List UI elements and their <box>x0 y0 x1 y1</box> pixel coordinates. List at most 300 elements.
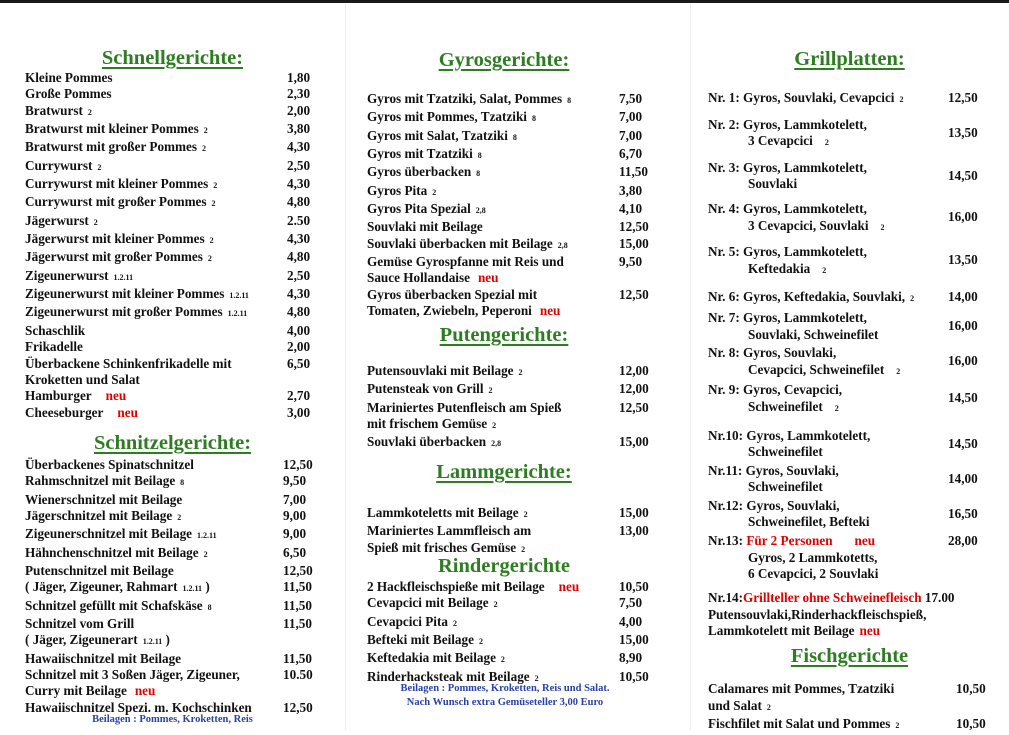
item-name-line2: 3 Cevapcici <box>748 133 813 149</box>
item-name: Wienerschnitzel mit Beilage <box>25 491 183 507</box>
grillplatte-nr14 <box>708 590 1008 640</box>
grillplatte-item <box>708 160 1008 193</box>
menu-item <box>367 381 672 399</box>
menu-item <box>25 632 325 650</box>
item-name: Currywurst mit großer Pommes <box>25 194 207 210</box>
additive-number: 2 <box>896 366 901 376</box>
item-price: 12,50 <box>283 699 313 715</box>
item-name: Gyros, Souvlaki, <box>743 345 837 361</box>
item-name: Gyros, Souvlaki, Cevapcici <box>743 90 895 105</box>
additive-number: 2 <box>493 600 498 610</box>
menu-item <box>25 473 325 491</box>
item-name: Große Pommes <box>25 86 112 102</box>
list-gyrosgerichte <box>367 91 672 319</box>
item-price: 12,50 <box>619 219 649 235</box>
additive-number: 8 <box>207 602 212 612</box>
menu-item <box>25 268 325 286</box>
additive-number: 2 <box>202 144 207 154</box>
item-name: Frikadelle <box>25 339 83 355</box>
menu-item <box>25 598 325 616</box>
item-price: 7,50 <box>619 91 643 106</box>
item-price: 2,00 <box>287 339 311 355</box>
menu-item <box>25 249 325 267</box>
item-price: 4,80 <box>287 249 311 265</box>
section-title-schnitzelgerichte: Schnitzelgerichte: <box>93 432 252 454</box>
item-name: Gyros, Lammkotelett, <box>743 116 867 132</box>
item-name: Gyros, Lammkotelett, <box>743 244 867 260</box>
column-middle <box>345 0 690 730</box>
item-price: 4,30 <box>287 176 311 192</box>
item-name-line2: Schweinefilet <box>748 444 823 460</box>
menu-item <box>25 579 325 597</box>
item-name: Gyros, Souvlaki, <box>746 497 840 513</box>
item-name-line2: Souvlaki, Schweinefilet <box>748 326 879 342</box>
item-price: 16,00 <box>948 317 978 333</box>
item-name: Hawaiischnitzel Spezi. m. Kochschinken <box>25 699 252 715</box>
item-name: Jägerschnitzel mit Beilage <box>25 508 173 524</box>
menu-item <box>25 139 325 157</box>
additive-number: 2 <box>209 236 214 246</box>
item-price: 12,50 <box>283 457 313 472</box>
item-name: Bratwurst <box>25 102 83 118</box>
menu-item <box>367 632 672 650</box>
item-price: 3,00 <box>287 404 311 420</box>
item-price: 10,50 <box>956 716 986 732</box>
menu-item <box>367 91 672 109</box>
grill-nr14-line2: Putensouvlaki,Rinderhackfleischspieß, <box>708 606 927 622</box>
item-price: 2,30 <box>287 86 311 102</box>
item-price: 16,50 <box>948 505 978 521</box>
item-price: 9,50 <box>283 473 307 489</box>
grill-label: Nr.11: <box>708 462 743 478</box>
item-price: 12,50 <box>283 563 313 579</box>
grillplatte-item <box>708 201 1008 236</box>
additive-number: 8 <box>531 114 536 124</box>
menu-item <box>367 523 672 558</box>
note-beilagen-rinder: Beilagen : Pommes, Kroketten, Reis und Salat. Nach Wunsch extra Gemüseteller 3,00 Euro <box>400 683 610 708</box>
grill-nr14-title: Grillteller ohne Schweinefleisch <box>743 590 922 605</box>
additive-number: 2 <box>492 421 497 431</box>
item-price: 16,00 <box>948 208 978 224</box>
additive-number: 2 <box>824 138 829 148</box>
list-schnitzelgerichte <box>25 457 325 716</box>
list-putengerichte <box>367 363 672 453</box>
menu-item <box>367 595 672 613</box>
neu-badge: neu <box>134 683 156 699</box>
item-name-line2: 3 Cevapcici, Souvlaki <box>748 217 869 233</box>
additive-number: 1.2.11 <box>113 272 134 282</box>
item-price: 14,50 <box>948 167 978 183</box>
item-name: Souvlaki mit Beilage <box>367 219 483 235</box>
list-grillplatten <box>708 90 1008 583</box>
item-price: 12,50 <box>619 399 649 415</box>
additive-number: 2 <box>488 386 493 396</box>
grill-label: Nr. 7: <box>708 309 740 325</box>
grillplatte-item <box>708 310 1008 343</box>
item-price: 3,80 <box>287 121 311 137</box>
menu-item <box>25 492 325 508</box>
menu-item <box>25 545 325 563</box>
item-name: Gyros überbacken <box>367 164 472 180</box>
item-price: 10,50 <box>956 681 986 696</box>
additive-number: 2,8 <box>491 439 502 449</box>
item-name: Putensouvlaki mit Beilage <box>367 363 514 378</box>
additive-number: 2 <box>211 199 216 209</box>
additive-number: 2 <box>203 126 208 136</box>
list-rindergerichte <box>367 579 672 687</box>
menu-item <box>25 616 325 632</box>
additive-number: 2,8 <box>475 206 486 216</box>
item-price: 2,70 <box>287 388 311 404</box>
section-title-fischgerichte: Fischgerichte <box>790 645 909 667</box>
additive-number: 8 <box>512 132 517 142</box>
item-name: Rahmschnitzel mit Beilage <box>25 473 176 489</box>
item-price: 15,00 <box>619 434 649 450</box>
item-name: Fischfilet mit Salat und Pommes <box>708 716 891 732</box>
item-price: 6,70 <box>619 146 643 162</box>
note-beilagen-schnitzel: Beilagen : Pommes, Kroketten, Reis <box>92 714 253 725</box>
grill-label: Nr.12: <box>708 497 744 513</box>
item-name: Gyros, Cevapcici, <box>743 382 843 398</box>
item-price: 10,50 <box>619 579 649 594</box>
grill-special-title: Für 2 Personen <box>746 533 833 549</box>
item-name: Cevapcici mit Beilage <box>367 595 489 611</box>
item-name: Befteki mit Beilage <box>367 632 474 648</box>
list-schnellgerichte <box>25 70 325 421</box>
section-title-schnellgerichte: Schnellgerichte: <box>101 47 244 69</box>
section-title-putengerichte: Putengerichte: <box>439 324 569 346</box>
additive-number: 2 <box>534 673 539 683</box>
item-name: Gyros, Lammkotelett, <box>743 309 867 325</box>
grillplatte-item <box>708 533 1008 583</box>
item-name-line2: Souvlaki <box>748 176 798 192</box>
additive-number: 2 <box>478 637 483 647</box>
neu-badge: neu <box>117 404 138 420</box>
list-fischgerichte <box>708 681 1008 735</box>
grill-label: Nr. 9: <box>708 382 740 398</box>
menu-item <box>708 716 1008 735</box>
menu-item <box>25 158 325 176</box>
item-price: 13,50 <box>948 252 978 268</box>
additive-number: 8 <box>476 169 481 179</box>
menu-item <box>25 508 325 526</box>
item-name: Gyros mit Tzatziki, Salat, Pommes <box>367 91 563 106</box>
item-price: 7,50 <box>619 595 643 611</box>
grillplatte-item <box>708 345 1008 380</box>
item-price: 11,50 <box>283 597 312 613</box>
item-name: Gyros, Keftedakia, Souvlaki, <box>743 289 906 305</box>
additive-number: 2 <box>910 294 915 304</box>
additive-number: 2 <box>880 222 885 232</box>
grill-label: Nr. 2: <box>708 116 740 132</box>
neu-badge: neu <box>854 533 876 549</box>
item-name: Jägerwurst <box>25 212 89 228</box>
item-name: Putenschnitzel mit Beilage <box>25 563 174 579</box>
column-left <box>0 0 345 730</box>
additive-number: 2 <box>523 510 528 519</box>
additive-number: 1.2.11 <box>197 531 217 541</box>
item-price: 7,00 <box>619 127 643 143</box>
menu-item <box>25 405 325 421</box>
menu-item <box>367 219 672 235</box>
item-name: Lammkoteletts mit Beilage <box>367 505 519 520</box>
item-price: 9,00 <box>283 508 307 524</box>
menu-item <box>25 286 325 304</box>
additive-number: 1.2.11 <box>142 637 163 647</box>
additive-number: 2 <box>518 368 523 377</box>
menu-item <box>25 651 325 667</box>
item-name: Hamburger <box>25 388 92 404</box>
menu-item <box>25 103 325 121</box>
item-name: Mariniertes Putenfleisch am Spieß <box>367 399 562 415</box>
menu-item <box>367 363 672 381</box>
item-name: Zigeunerwurst mit großer Pommes <box>25 304 223 320</box>
item-name: Calamares mit Pommes, Tzatziki <box>708 681 895 696</box>
item-price: 14,00 <box>948 289 978 305</box>
menu-item <box>25 339 325 355</box>
menu-item <box>367 614 672 632</box>
additive-number: 2 <box>213 181 218 191</box>
menu-item <box>25 667 325 700</box>
item-name: Rinderhacksteak mit Beilage <box>367 668 530 684</box>
item-name: Gyros mit Salat, Tzatziki <box>367 127 508 143</box>
item-name-line3: 6 Cevapcici, 2 Souvlaki <box>748 566 879 582</box>
grill-label: Nr. 6: <box>708 289 740 305</box>
item-price: 6,50 <box>283 544 307 560</box>
section-title-rindergerichte: Rindergerichte <box>437 555 571 577</box>
additive-number: 2 <box>207 254 212 264</box>
menu-item <box>367 505 672 523</box>
grillplatte-item <box>708 382 1008 417</box>
menu-item <box>367 434 672 452</box>
grillplatte-item <box>708 428 1008 461</box>
item-price: 4,80 <box>287 304 311 320</box>
item-price: 15,00 <box>619 235 649 251</box>
item-name-line2: Spieß mit frisches Gemüse <box>367 539 517 555</box>
menu-item <box>25 304 325 322</box>
item-price: 6,50 <box>287 355 311 371</box>
menu-item <box>367 254 672 287</box>
item-price: 4,80 <box>287 194 311 210</box>
grillplatte-item <box>708 117 1008 152</box>
additive-number: 2 <box>500 655 505 665</box>
section-title-lammgerichte: Lammgerichte: <box>436 461 572 483</box>
additive-number: 8 <box>567 96 572 105</box>
grill-label: Nr. 5: <box>708 244 740 260</box>
menu-item <box>25 194 325 212</box>
item-name: Hähnchenschnitzel mit Beilage <box>25 544 199 560</box>
item-price: 15,00 <box>619 632 649 648</box>
additive-number: 1.2.11 <box>227 309 248 319</box>
item-price: 15,00 <box>619 505 649 520</box>
item-name: Gyros Pita <box>367 182 428 198</box>
item-name-line2: Cevapcici, Schweinefilet <box>748 361 885 377</box>
item-name: Überbackene Schinkenfrikadelle mit <box>25 355 232 371</box>
item-name: Überbackenes Spinatschnitzel <box>25 457 194 472</box>
item-price: 12,50 <box>948 90 978 105</box>
item-name: Cheeseburger <box>25 404 104 420</box>
item-name: Keftedakia mit Beilage <box>367 650 496 666</box>
item-price: 11,50 <box>283 579 312 595</box>
item-price: 12,50 <box>619 286 649 302</box>
item-price: 4,30 <box>287 139 311 155</box>
neu-badge: neu <box>477 270 499 286</box>
menu-item <box>25 121 325 139</box>
grill-label: Nr.13: <box>708 533 744 549</box>
item-name: Gyros, Souvlaki, <box>745 462 839 478</box>
item-name: Currywurst mit kleiner Pommes <box>25 176 209 192</box>
item-name-line2: mit frischem Gemüse <box>367 416 488 432</box>
item-price: 2,50 <box>287 267 311 283</box>
column-right <box>690 0 1009 730</box>
menu-item <box>367 400 672 435</box>
grill-nr14-price: 17.00 <box>924 590 955 605</box>
additive-number: 2 <box>452 618 457 628</box>
additive-number: 2,8 <box>557 240 568 250</box>
item-name: ( Jäger, Zigeunerart <box>25 632 138 648</box>
grillplatte-item <box>708 244 1008 279</box>
item-name: Jägerwurst mit großer Pommes <box>25 249 203 265</box>
item-price: 7,00 <box>619 109 643 125</box>
item-name-line2: Keftedakia <box>748 260 811 276</box>
item-name-line2: Schweinefilet <box>748 479 823 495</box>
item-price: 4,30 <box>287 286 311 302</box>
item-name: Zigeunerwurst mit kleiner Pommes <box>25 286 225 302</box>
item-price: 10,50 <box>619 668 649 684</box>
additive-number: 1.2.11 <box>229 291 249 301</box>
item-name: Gyros überbacken Spezial mit <box>367 286 538 302</box>
item-price: 4,30 <box>287 231 311 247</box>
grill-label: Nr. 1: <box>708 90 740 105</box>
menu-item <box>25 526 325 544</box>
menu-item <box>367 183 672 201</box>
item-name: Bratwurst mit kleiner Pommes <box>25 121 199 137</box>
grill-label: Nr. 3: <box>708 159 740 175</box>
menu-item <box>25 563 325 579</box>
additive-number: 2 <box>834 403 839 413</box>
item-name: Gyros mit Tzatziki <box>367 146 473 162</box>
additive-number: 8 <box>180 478 185 488</box>
item-name: Kleine Pommes <box>25 70 113 85</box>
grill-label: Nr.10: <box>708 427 744 443</box>
additive-number: 2 <box>822 265 827 275</box>
menu-item <box>367 650 672 668</box>
menu-item <box>367 287 672 320</box>
section-title-grillplatten: Grillplatten: <box>794 48 905 70</box>
item-name: Schaschlik <box>25 322 86 338</box>
menu-item <box>367 146 672 164</box>
item-price: 4,00 <box>287 322 311 338</box>
item-price: 16,00 <box>948 353 978 369</box>
additive-number: 2 <box>177 513 182 523</box>
menu-item <box>25 388 325 404</box>
item-name-line2: Curry mit Beilage <box>25 683 127 699</box>
item-name: Souvlaki überbacken <box>367 434 487 450</box>
item-name-tail: ) <box>202 579 210 595</box>
item-price: 12,00 <box>619 381 649 397</box>
item-price: 2,50 <box>287 157 311 173</box>
additive-number: 8 <box>477 151 482 161</box>
additive-number: 2 <box>203 549 208 559</box>
item-name-line2: und Salat <box>708 697 762 713</box>
item-name: Zigeunerschnitzel mit Beilage <box>25 526 193 542</box>
item-price: 4,00 <box>619 613 643 629</box>
item-price: 28,00 <box>948 533 978 549</box>
item-price: 7,00 <box>283 491 307 507</box>
item-price: 12,00 <box>619 363 649 378</box>
grill-label: Nr. 4: <box>708 200 740 216</box>
additive-number: 2 <box>93 217 98 227</box>
grill-nr14-line3: Lammkotelett mit Beilage <box>708 623 855 639</box>
grillplatte-item <box>708 289 1008 308</box>
grillplatte-item <box>708 463 1008 496</box>
menu-item <box>25 213 325 231</box>
menu-item <box>367 236 672 254</box>
item-name: Putensteak von Grill <box>367 381 484 397</box>
menu-item <box>25 231 325 249</box>
item-price: 3,80 <box>619 182 643 198</box>
item-name: Gemüse Gyrospfanne mit Reis und <box>367 254 564 270</box>
item-name: Schnitzel vom Grill <box>25 616 135 632</box>
grillplatte-item <box>708 90 1008 109</box>
additive-number: 2 <box>766 702 771 712</box>
item-price: 14,00 <box>948 470 978 486</box>
neu-badge: neu <box>105 388 127 404</box>
menu-item <box>25 457 325 473</box>
item-price: 9,00 <box>283 526 307 542</box>
item-price: 2.50 <box>287 212 311 228</box>
neu-badge: neu <box>859 623 881 639</box>
item-name-tail: ) <box>162 632 170 648</box>
item-name: Bratwurst mit großer Pommes <box>25 139 198 155</box>
item-name-line2: Kroketten und Salat <box>25 371 140 387</box>
item-price: 11,50 <box>283 616 312 632</box>
menu-item <box>367 164 672 182</box>
menu-item <box>25 176 325 194</box>
menu-item <box>367 201 672 219</box>
item-name-line2: Sauce Hollandaise <box>367 270 470 286</box>
menu-item <box>367 579 672 595</box>
item-name: Currywurst <box>25 157 93 173</box>
menu-item <box>25 323 325 339</box>
additive-number: 1.2.11 <box>182 584 203 594</box>
item-price: 9,50 <box>619 254 643 270</box>
additive-number: 2 <box>895 721 900 731</box>
neu-badge: neu <box>558 579 580 594</box>
item-price: 2,00 <box>287 102 311 118</box>
additive-number: 2 <box>97 162 102 172</box>
list-lammgerichte <box>367 505 672 558</box>
menu-item <box>25 70 325 86</box>
item-name: Jägerwurst mit kleiner Pommes <box>25 231 205 247</box>
item-name: Mariniertes Lammfleisch am <box>367 523 532 539</box>
item-price: 14,50 <box>948 390 978 406</box>
item-price: 13,50 <box>948 124 978 140</box>
additive-number: 2 <box>432 187 437 197</box>
item-price: 10.50 <box>283 667 313 683</box>
menu-item <box>25 86 325 102</box>
item-name: Cevapcici Pita <box>367 613 448 629</box>
item-price: 11,50 <box>619 164 648 180</box>
item-name: ( Jäger, Zigeuner, Rahmart <box>25 579 178 595</box>
menu-item <box>367 109 672 127</box>
grill-label: Nr. 8: <box>708 345 740 361</box>
item-name: Gyros, Lammkotelett, <box>743 200 867 216</box>
item-name: Gyros, Lammkotelett, <box>743 159 867 175</box>
item-name-line2: Tomaten, Zwiebeln, Peperoni <box>367 303 532 319</box>
item-name: Gyros Pita Spezial <box>367 201 471 217</box>
additive-number: 2 <box>521 544 526 554</box>
